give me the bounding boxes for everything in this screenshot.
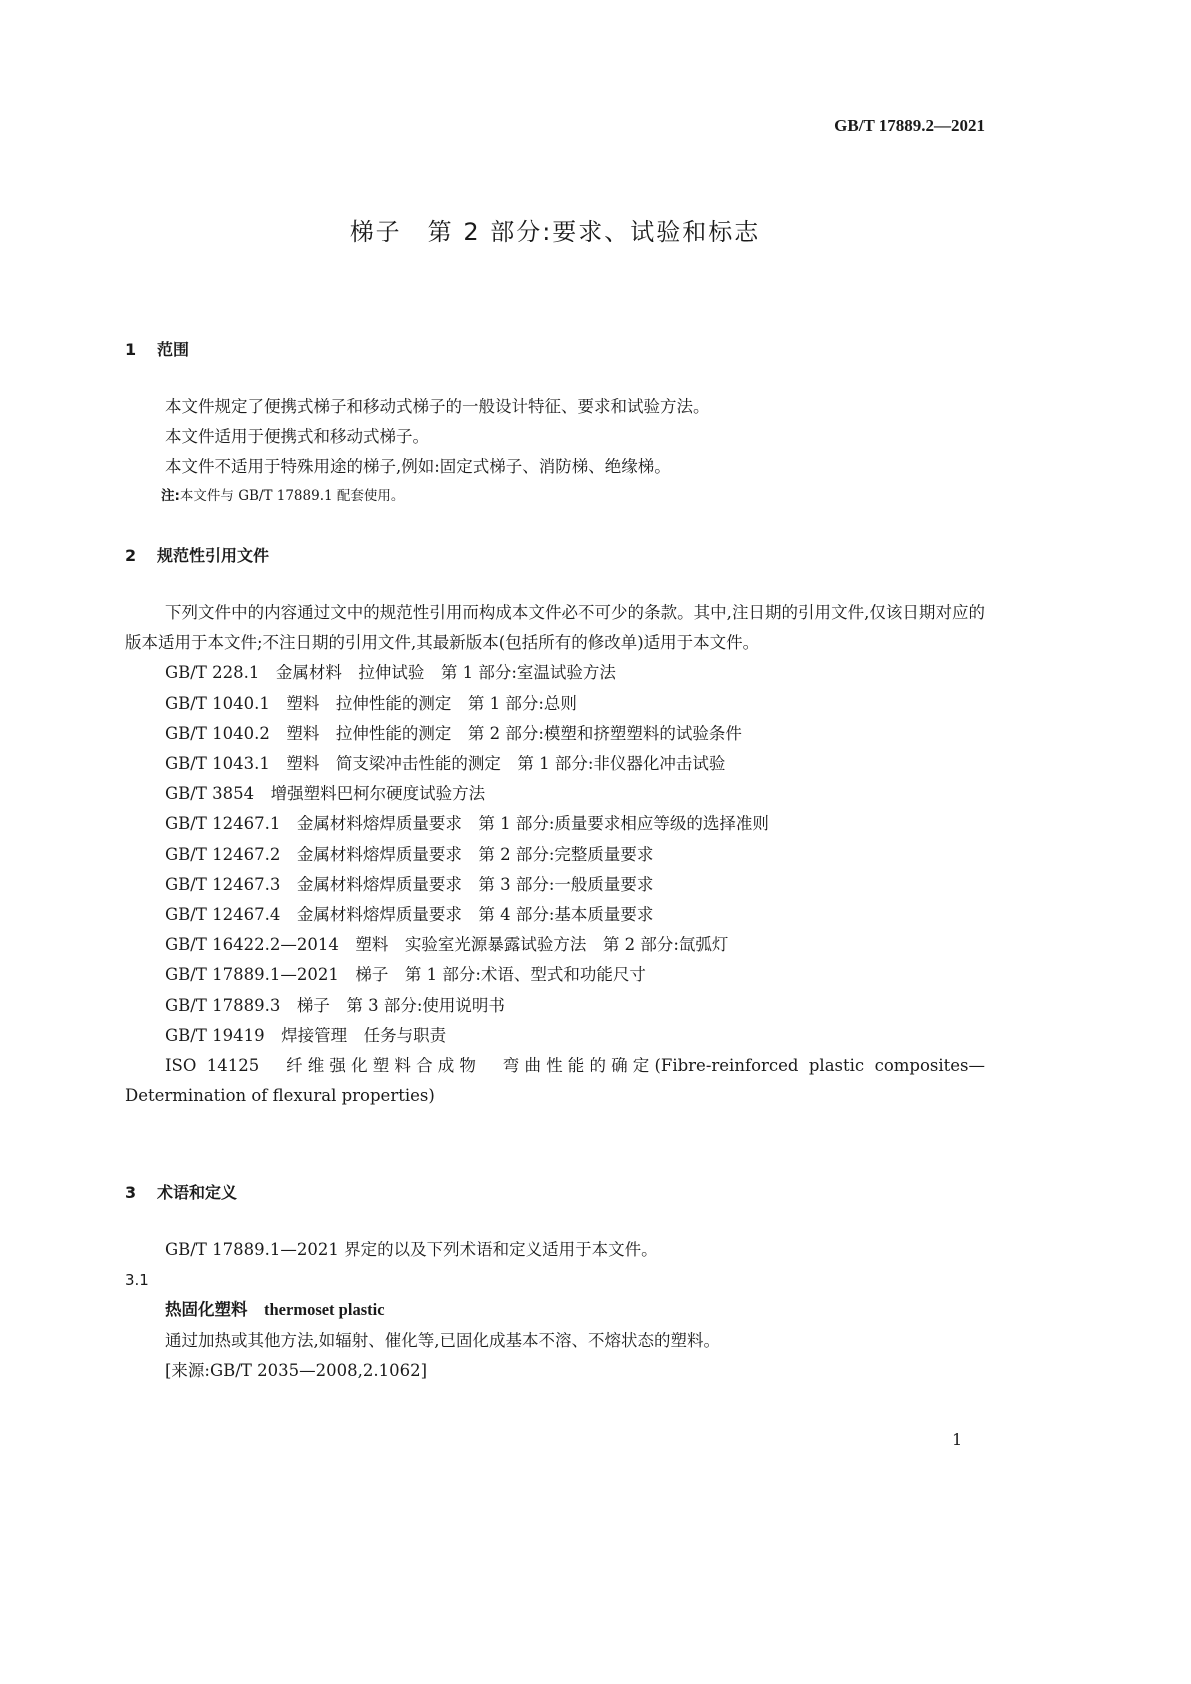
reference-item: GB/T 12467.1 金属材料熔焊质量要求 第 1 部分:质量要求相应等级的选择准则 bbox=[165, 814, 769, 834]
paragraph: 本文件适用于便携式和移动式梯子。 bbox=[165, 427, 429, 447]
term-definition: 通过加热或其他方法,如辐射、催化等,已固化成基本不溶、不熔状态的塑料。 bbox=[165, 1330, 720, 1350]
paragraph: 本文件不适用于特殊用途的梯子,例如:固定式梯子、消防梯、绝缘梯。 bbox=[165, 457, 671, 477]
scope-body bbox=[125, 392, 985, 509]
paragraph: 下列文件中的内容通过文中的规范性引用而构成本文件必不可少的条款。其中,注日期的引用文件,仅该日期对应的版本适用于本文件;不注日期的引用文件,其最新版本(包括所有的修改单)适用于本文件。 bbox=[125, 603, 985, 653]
normative-references-body bbox=[125, 598, 985, 1111]
reference-item: GB/T 12467.4 金属材料熔焊质量要求 第 4 部分:基本质量要求 bbox=[165, 905, 654, 925]
section-title: 术语和定义 bbox=[157, 1183, 238, 1202]
standard-number: GB/T 17889.2—2021 bbox=[834, 116, 985, 135]
reference-item: GB/T 1043.1 塑料 简支梁冲击性能的测定 第 1 部分:非仪器化冲击试验 bbox=[165, 754, 726, 774]
section-heading-normative-references bbox=[125, 543, 269, 566]
term-entry bbox=[125, 1295, 985, 1386]
terms-body bbox=[125, 1235, 985, 1386]
section-heading-terms-definitions bbox=[125, 1180, 237, 1203]
reference-item: GB/T 19419 焊接管理 任务与职责 bbox=[165, 1025, 447, 1045]
term-zh: 热固化塑料 bbox=[165, 1300, 248, 1320]
reference-item: GB/T 12467.3 金属材料熔焊质量要求 第 3 部分:一般质量要求 bbox=[165, 874, 654, 894]
paragraph: GB/T 17889.1—2021 界定的以及下列术语和定义适用于本文件。 bbox=[165, 1240, 658, 1259]
reference-item: GB/T 3854 增强塑料巴柯尔硬度试验方法 bbox=[165, 784, 486, 804]
reference-item: GB/T 12467.2 金属材料熔焊质量要求 第 2 部分:完整质量要求 bbox=[165, 844, 654, 864]
note bbox=[125, 483, 985, 509]
reference-item: ISO 14125 纤维强化塑料合成物 弯曲性能的确定(Fibre-reinforced plastic composites—Determination of flexural properties) bbox=[125, 1056, 985, 1106]
reference-item: GB/T 1040.1 塑料 拉伸性能的测定 第 1 部分:总则 bbox=[165, 693, 577, 713]
note-text: 本文件与 GB/T 17889.1 配套使用。 bbox=[179, 487, 405, 504]
document-title: 梯子 第 2 部分:要求、试验和标志 bbox=[349, 218, 761, 246]
term-number: 3.1 bbox=[125, 1271, 149, 1290]
reference-item: GB/T 228.1 金属材料 拉伸试验 第 1 部分:室温试验方法 bbox=[165, 663, 616, 683]
term-en: thermoset plastic bbox=[264, 1300, 385, 1320]
reference-item: GB/T 16422.2—2014 塑料 实验室光源暴露试验方法 第 2 部分:氙弧灯 bbox=[165, 935, 729, 955]
section-number: 2 bbox=[125, 546, 137, 565]
section-heading-scope bbox=[125, 337, 189, 360]
reference-item: GB/T 17889.1—2021 梯子 第 1 部分:术语、型式和功能尺寸 bbox=[165, 965, 646, 985]
term-title bbox=[165, 1295, 985, 1325]
section-title: 规范性引用文件 bbox=[157, 546, 270, 565]
term-source: [来源:GB/T 2035—2008,2.1062] bbox=[165, 1360, 428, 1380]
section-number: 1 bbox=[125, 340, 137, 359]
section-number: 3 bbox=[125, 1183, 137, 1202]
note-label: 注: bbox=[161, 487, 180, 504]
page-number: 1 bbox=[952, 1430, 963, 1449]
reference-item: GB/T 17889.3 梯子 第 3 部分:使用说明书 bbox=[165, 995, 505, 1015]
section-title: 范围 bbox=[157, 340, 190, 359]
reference-item: GB/T 1040.2 塑料 拉伸性能的测定 第 2 部分:模塑和挤塑塑料的试验条件 bbox=[165, 723, 742, 743]
paragraph: 本文件规定了便携式梯子和移动式梯子的一般设计特征、要求和试验方法。 bbox=[165, 397, 710, 416]
